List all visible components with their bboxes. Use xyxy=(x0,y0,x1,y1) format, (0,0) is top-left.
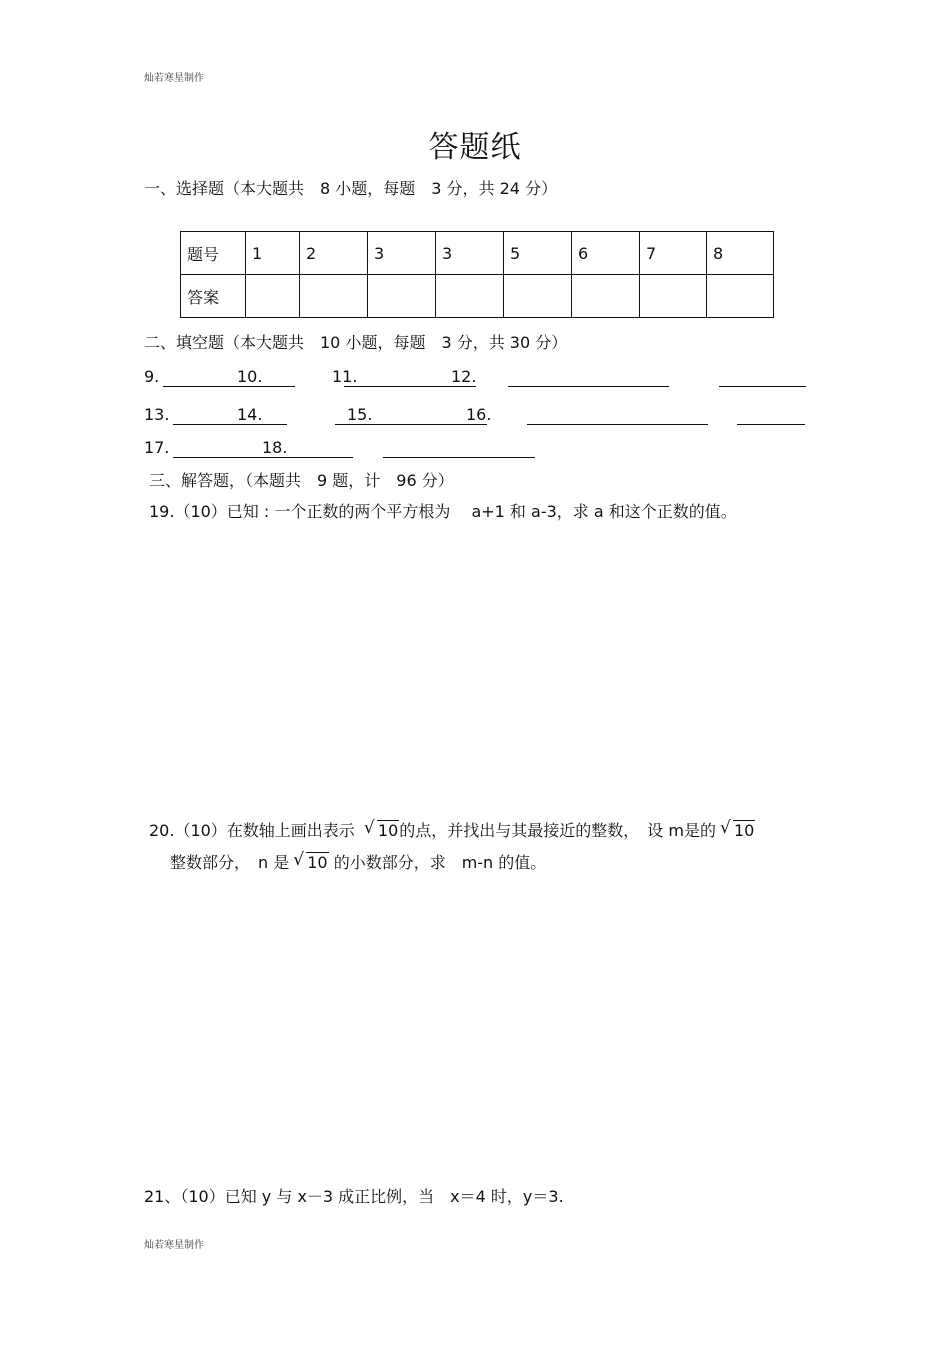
blank-label-14: 14. xyxy=(237,405,263,424)
page-title: 答题纸 xyxy=(428,130,522,165)
blank-label-15: 15. xyxy=(347,405,373,424)
question-number-cell: 3 xyxy=(368,232,436,275)
question-20-line-1 xyxy=(149,818,755,841)
answer-blank-13[interactable] xyxy=(173,423,287,425)
sqrt-radicand: 10 xyxy=(307,853,328,872)
question-20-text-b: 的点，并找出与其最接近的整数， 设 m是的 xyxy=(399,821,716,840)
section-1-heading: 一、选择题（本大题共 8 小题，每题 3 分，共 24 分） xyxy=(144,179,558,198)
question-19: 19.（10）已知 : 一个正数的两个平方根为 a+1 和 a-3，求 a 和这个正数的值。 xyxy=(149,502,737,521)
answer-blank-12b[interactable] xyxy=(719,385,806,387)
table-row-numbers xyxy=(181,232,774,275)
answer-table xyxy=(180,231,774,318)
sqrt-radicand: 10 xyxy=(733,821,755,840)
section-3-heading: 三、解答题，（本题共 9 题，计 96 分） xyxy=(149,471,454,490)
question-number-cell: 7 xyxy=(640,232,707,275)
sqrt-radicand: 10 xyxy=(377,821,399,840)
answer-cell[interactable] xyxy=(504,275,572,318)
answer-cell[interactable] xyxy=(368,275,436,318)
question-20-text-c: 整数部分， n 是 xyxy=(170,853,290,872)
blank-label-17: 17. xyxy=(144,438,170,457)
section-2-heading: 二、填空题（本大题共 10 小题，每题 3 分，共 30 分） xyxy=(144,333,568,352)
question-number-cell: 5 xyxy=(504,232,572,275)
blank-label-9: 9. xyxy=(144,367,160,386)
answer-cell[interactable] xyxy=(640,275,707,318)
sqrt-10-expression xyxy=(295,853,328,872)
sqrt-10-expression xyxy=(366,821,399,840)
question-20-text-a: 20.（10）在数轴上画出表示 xyxy=(149,821,355,840)
answer-blank-9[interactable] xyxy=(163,385,295,387)
blank-label-13: 13. xyxy=(144,405,170,424)
blank-label-11: 11. xyxy=(332,367,358,386)
question-20-text-d: 的小数部分，求 m-n 的值。 xyxy=(333,853,547,872)
answer-cell[interactable] xyxy=(300,275,368,318)
question-21: 21、（10）已知 y 与 x－3 成正比例，当 x＝4 时，y＝3. xyxy=(144,1187,564,1206)
row-label-answer: 答案 xyxy=(181,275,246,318)
blank-label-10: 10. xyxy=(237,367,263,386)
question-number-cell: 8 xyxy=(707,232,774,275)
answer-blank-12[interactable] xyxy=(508,385,669,387)
answer-blank-16b[interactable] xyxy=(737,423,805,425)
answer-cell[interactable] xyxy=(707,275,774,318)
table-row-answers xyxy=(181,275,774,318)
answer-cell[interactable] xyxy=(572,275,640,318)
footer-note: 灿若寒星制作 xyxy=(144,1240,204,1251)
answer-cell[interactable] xyxy=(246,275,300,318)
blank-label-12: 12. xyxy=(451,367,477,386)
answer-blank-18[interactable] xyxy=(383,456,535,458)
question-number-cell: 3 xyxy=(436,232,504,275)
blank-label-18: 18. xyxy=(262,438,288,457)
answer-cell[interactable] xyxy=(436,275,504,318)
question-20-line-2 xyxy=(170,850,546,873)
sqrt-10-expression xyxy=(722,821,755,840)
question-number-cell: 6 xyxy=(572,232,640,275)
question-number-cell: 1 xyxy=(246,232,300,275)
row-label-number: 题号 xyxy=(181,232,246,275)
question-number-cell: 2 xyxy=(300,232,368,275)
header-note: 灿若寒星制作 xyxy=(144,73,204,84)
answer-blank-16[interactable] xyxy=(527,423,708,425)
blank-label-16: 16. xyxy=(466,405,492,424)
